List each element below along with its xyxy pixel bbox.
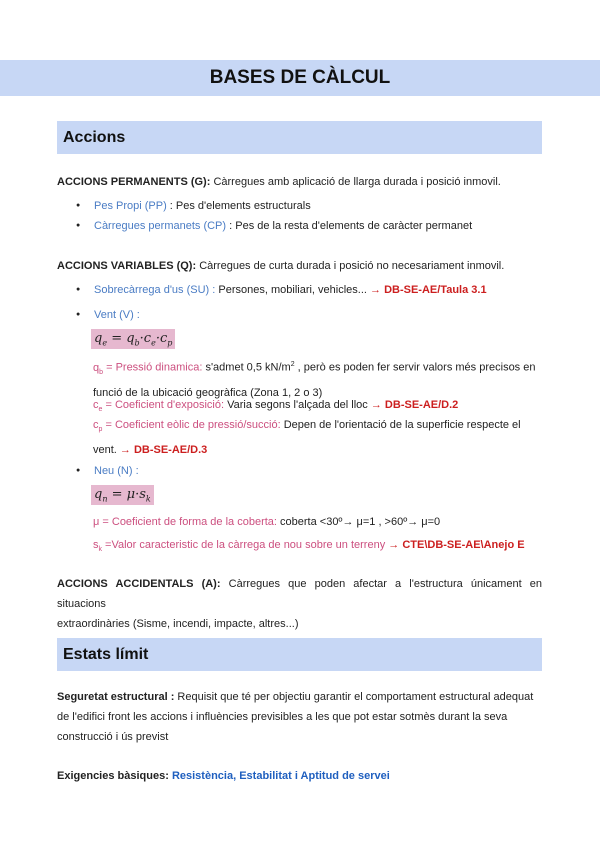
pes-propi-sep: : [166,200,176,212]
variables-head: ACCIONS VARIABLES (Q): [57,260,197,272]
mu-label: μ = Coeficient de forma de la coberta: [93,516,277,528]
variables-paragraph [57,256,542,276]
su-sep: : [209,284,219,296]
cp-term: $c_p$ [93,419,103,434]
seguretat-line2: de l'edifici front les accions i influències previsibles a les que pot estar sotmès durant la seva [57,711,508,723]
exigencies-paragraph [57,766,542,786]
snow-formula: $q_n = \mu\cdot s_k$ [91,485,154,505]
accidentals-paragraph [57,574,542,634]
section-estats-title: Estats límit [63,646,149,663]
permanents-head: ACCIONS PERMANENTS (G): [57,176,211,188]
list-item-vent [76,305,140,325]
carregues-permanets-desc: Pes de la resta d'elements de caràcter permanet [235,220,473,232]
sk-paragraph [93,535,542,560]
qb-text: s'admet 0,5 kN/m [202,361,291,374]
ce-term: $c_e$ [93,399,103,414]
neu-term: Neu (N) [94,465,133,477]
ce-text: Varia segons l'alçada del lloc [224,399,371,411]
qb-term: $q_b$ [93,361,104,376]
vent-sep: : [133,309,140,321]
list-item-pes-propi [76,196,311,216]
pes-propi-desc: Pes d'elements estructurals [175,200,311,212]
accidentals-text: Càrregues que poden afectar a l'estructura únicament en situacions [57,578,542,610]
su-desc: Persones, mobiliari, vehicles... [218,284,371,296]
su-term: Sobrecàrrega d'us (SU) [94,284,210,296]
page-title: BASES DE CÀLCUL [209,67,391,88]
ce-ref: → DB-SE-AE/D.2 [370,399,459,411]
neu-sep: : [132,465,139,477]
section-accions-title: Accions [63,129,126,146]
accidentals-text2: extraordinàries (Sisme, incendi, impacte, altres...) [57,618,299,630]
vent-term: Vent (V) [94,309,134,321]
cp-paragraph [93,415,542,460]
list-item-neu [76,461,139,481]
mu-paragraph [93,512,542,532]
cp-text2: vent. [93,444,120,457]
qb-sup: 2 [290,361,295,368]
qb-text2: , però es poden fer servir valors més precisos en [294,361,536,374]
cp-text: Depen de l'orientació de la superficie respecte el [280,419,521,431]
list-item-carregues-permanets [76,216,472,236]
pes-propi-term: Pes Propi (PP) [94,200,167,212]
su-ref: → DB-SE-AE/Taula 3.1 [370,284,487,296]
carregues-permanets-sep: : [226,220,236,232]
qb-label: = Pressió dinamica: [103,361,203,374]
mu-text: coberta <30º→ μ=1 , >60º→ μ=0 [276,516,441,528]
cp-ref: → DB-SE-AE/D.3 [119,444,208,457]
section-accions [57,121,542,154]
seguretat-line3: construcció i ús previst [57,731,169,743]
accidentals-head: ACCIONS ACCIDENTALS (A): [57,578,221,590]
variables-text: Càrregues de curta durada i posició no necesariament inmovil. [196,260,505,272]
sk-label: =Valor caracteristic de la càrrega de nou sobre un terreny [102,539,389,551]
qb-text3: funció de la ubicació geogràfica (Zona 1, 2 o 3) [93,386,323,399]
permanents-paragraph [57,172,542,192]
exigencies-head: Exigencies bàsiques: [57,770,169,782]
ce-label: = Coeficient d'exposició: [102,399,225,411]
seguretat-line1: Requisit que té per objectiu garantir el comportament estructural adequat [174,691,534,703]
section-estats-limit [57,638,542,671]
seguretat-head: Seguretat estructural : [57,691,175,703]
seguretat-paragraph [57,687,542,747]
cp-label: = Coeficient eòlic de pressió/succió: [102,419,281,431]
exigencies-value: Resistència, Estabilitat i Aptitud de servei [168,770,390,782]
carregues-permanets-term: Càrregues permanets (CP) [94,220,227,232]
sk-ref: → CTE\DB-SE-AE\Anejo E [388,539,525,551]
list-item-sobrecarrega [76,280,487,300]
title-bar [0,60,600,96]
sk-term: $s_k$ [93,539,102,554]
permanents-text: Càrregues amb aplicació de llarga durada i posició inmovil. [210,176,501,188]
wind-formula: $q_e = q_b\cdot c_e\cdot c_p$ [91,329,175,349]
